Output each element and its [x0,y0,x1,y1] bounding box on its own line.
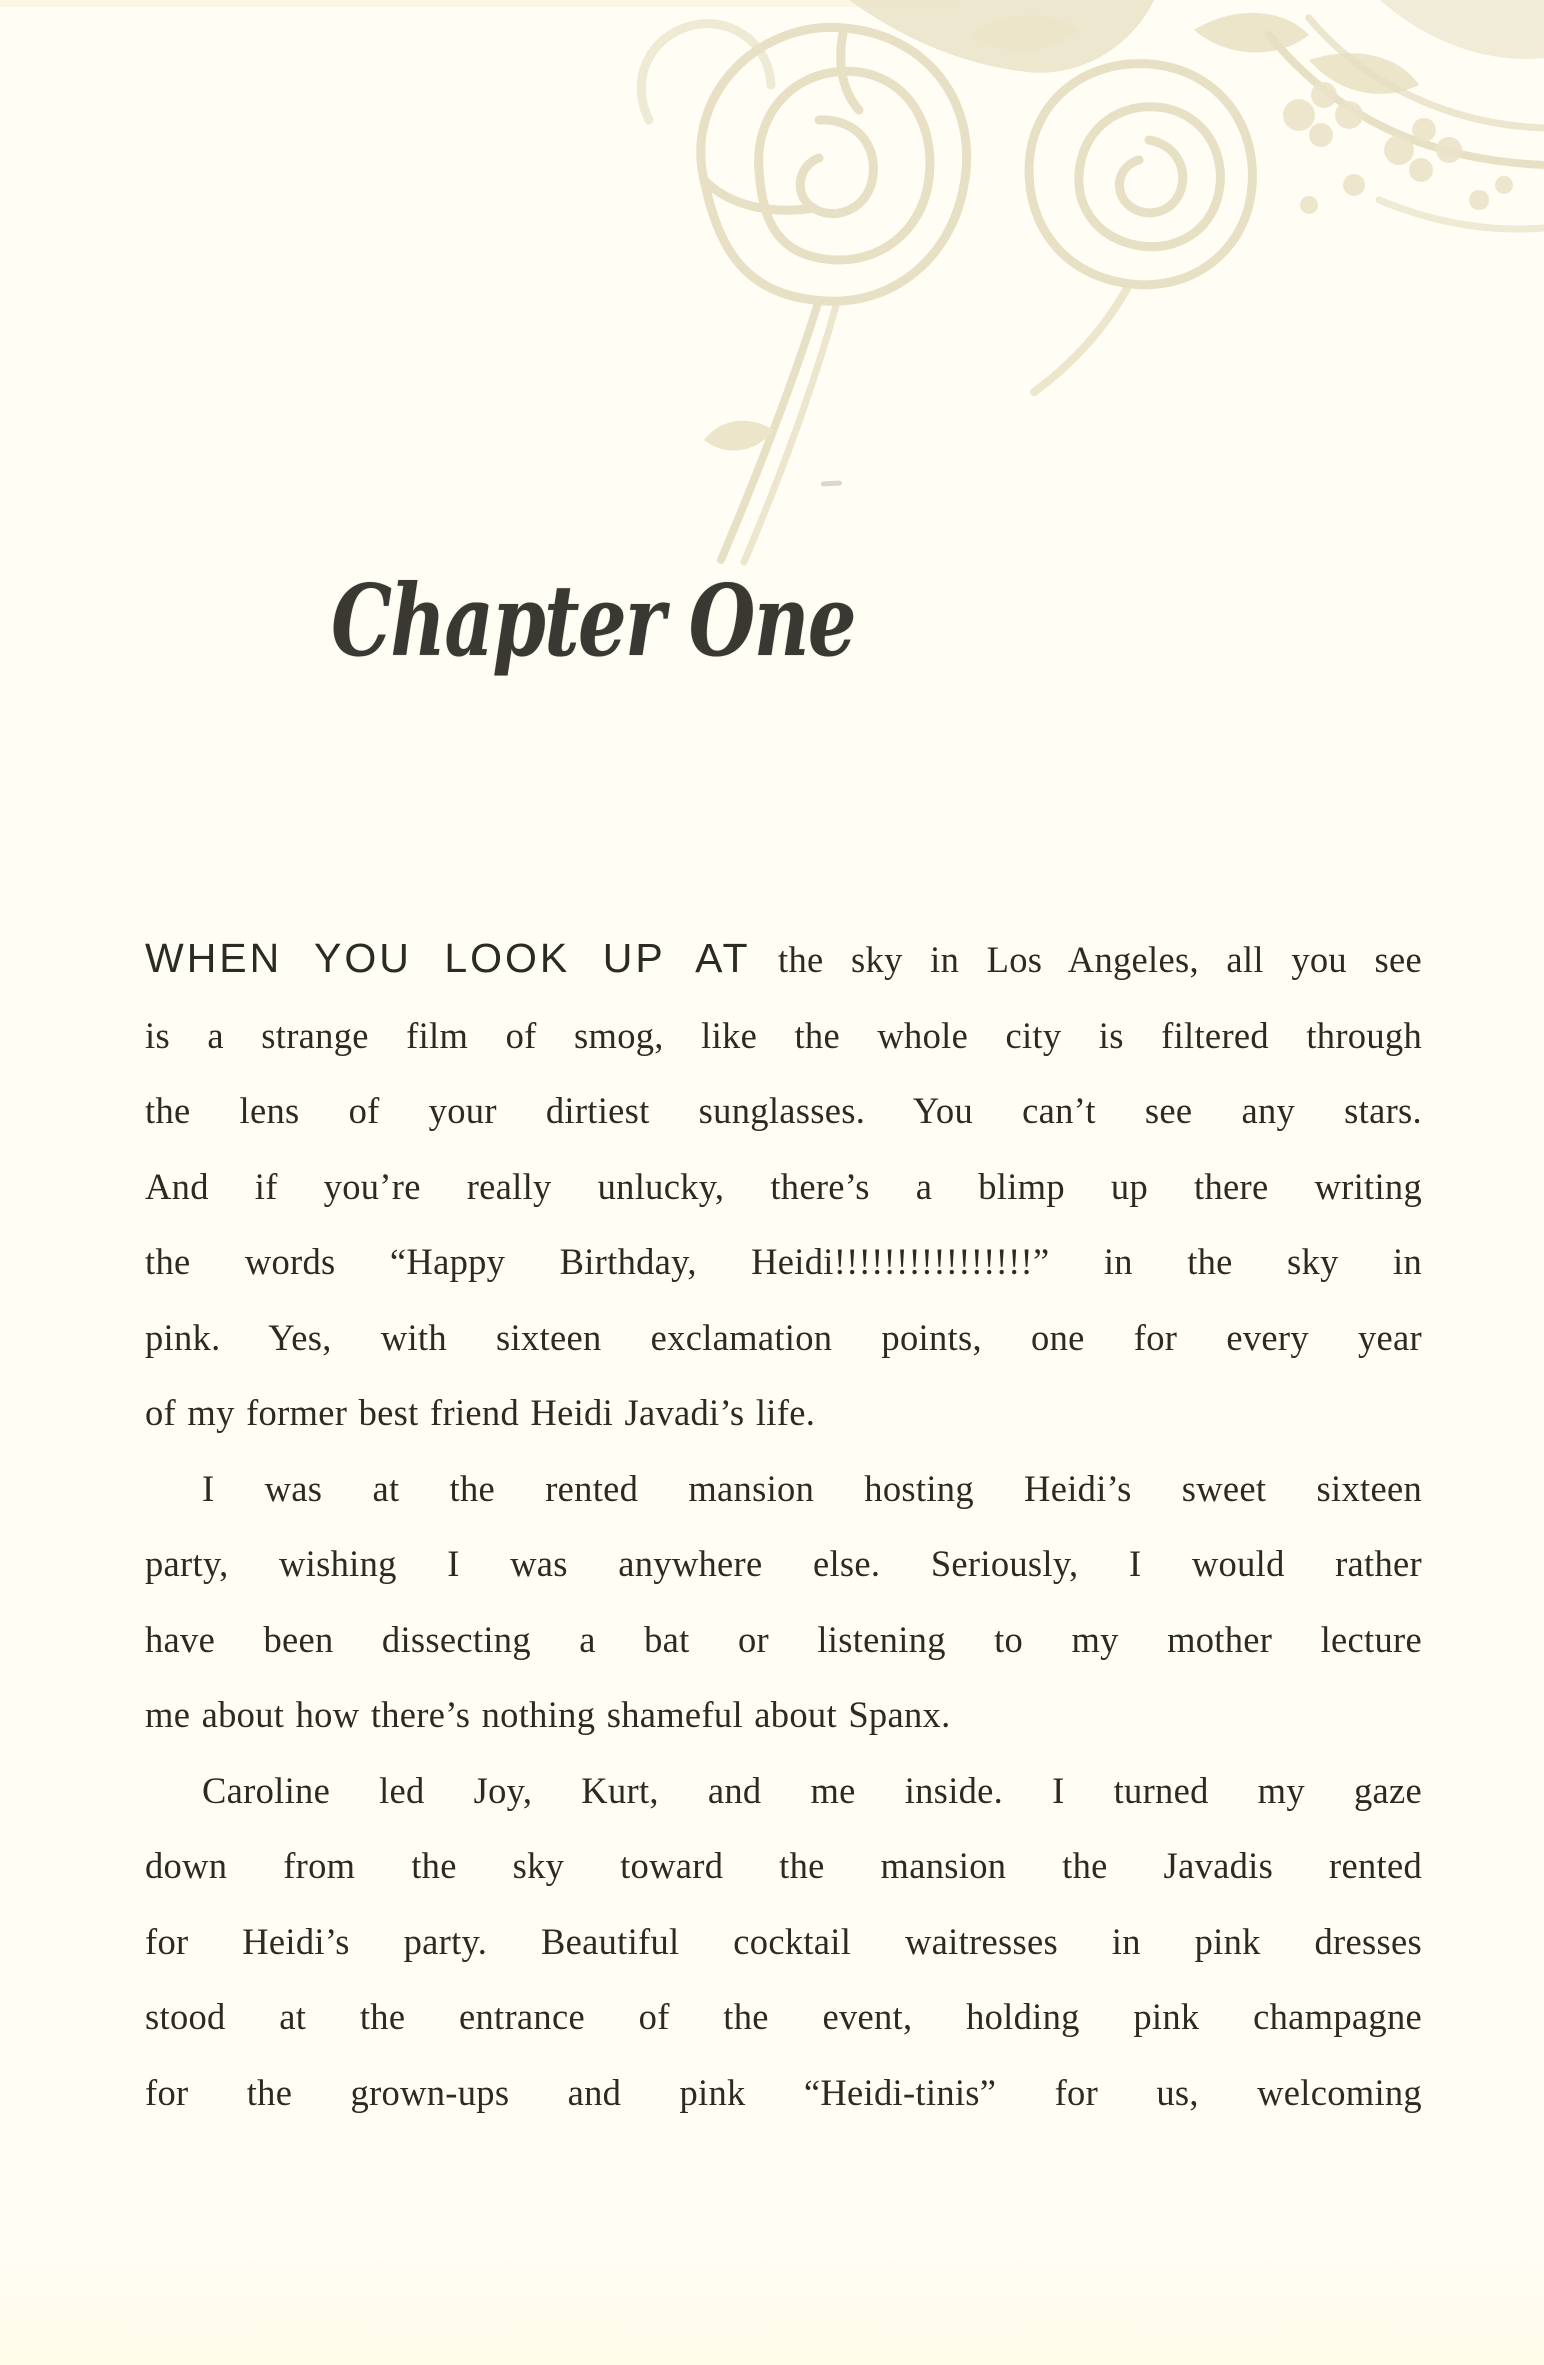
text-line: stood at the entrance of the event, holding pink champagne [145,1996,1422,2037]
text-line: Caroline led Joy, Kurt, and me inside. I turned my gaze [202,1769,1422,1811]
text-line: party, wishing I was anywhere else. Seriously, I would rather [145,1543,1422,1584]
rose-decoration [609,0,1544,580]
text-line: the lens of your dirtiest sunglasses. You can’t see any stars. [145,1090,1422,1131]
chapter-title: Chapter One [331,563,855,679]
text-block [145,921,1422,2130]
text-line: down from the sky toward the mansion the Javadis rented [145,1845,1422,1886]
text-line: have been dissecting a bat or listening to my mother lecture [145,1618,1422,1660]
text-line: me about how there’s nothing shameful about Spanx. [145,1694,951,1735]
scan-edge-tint-bottom [0,2255,1544,2365]
text-line: is a strange film of smog, like the whole city is filtered through [145,1014,1422,1056]
text-line: I was at the rented mansion hosting Heidi’s sweet sixteen [202,1467,1422,1509]
chapter-opener-caps: WHEN YOU LOOK UP AT [145,935,751,981]
text-line: for the grown-ups and pink “Heidi-tinis” for us, welcoming [145,2071,1422,2113]
text-line: of my former best friend Heidi Javadi’s life. [145,1392,816,1433]
paragraph [145,1451,1422,1753]
paragraph [145,1753,1422,2131]
text-line: pink. Yes, with sixteen exclamation points, one for every year [145,1316,1422,1358]
text-line: WHEN YOU LOOK UP AT the sky in Los Angeles, all you see [145,935,1422,981]
text-line: for Heidi’s party. Beautiful cocktail waitresses in pink dresses [145,1920,1422,1962]
text-line: And if you’re really unlucky, there’s a blimp up there writing [145,1165,1422,1207]
paragraph [145,921,1422,1451]
text-line: the words “Happy Birthday, Heidi!!!!!!!!!!!!!!!!” in the sky in [145,1241,1422,1282]
